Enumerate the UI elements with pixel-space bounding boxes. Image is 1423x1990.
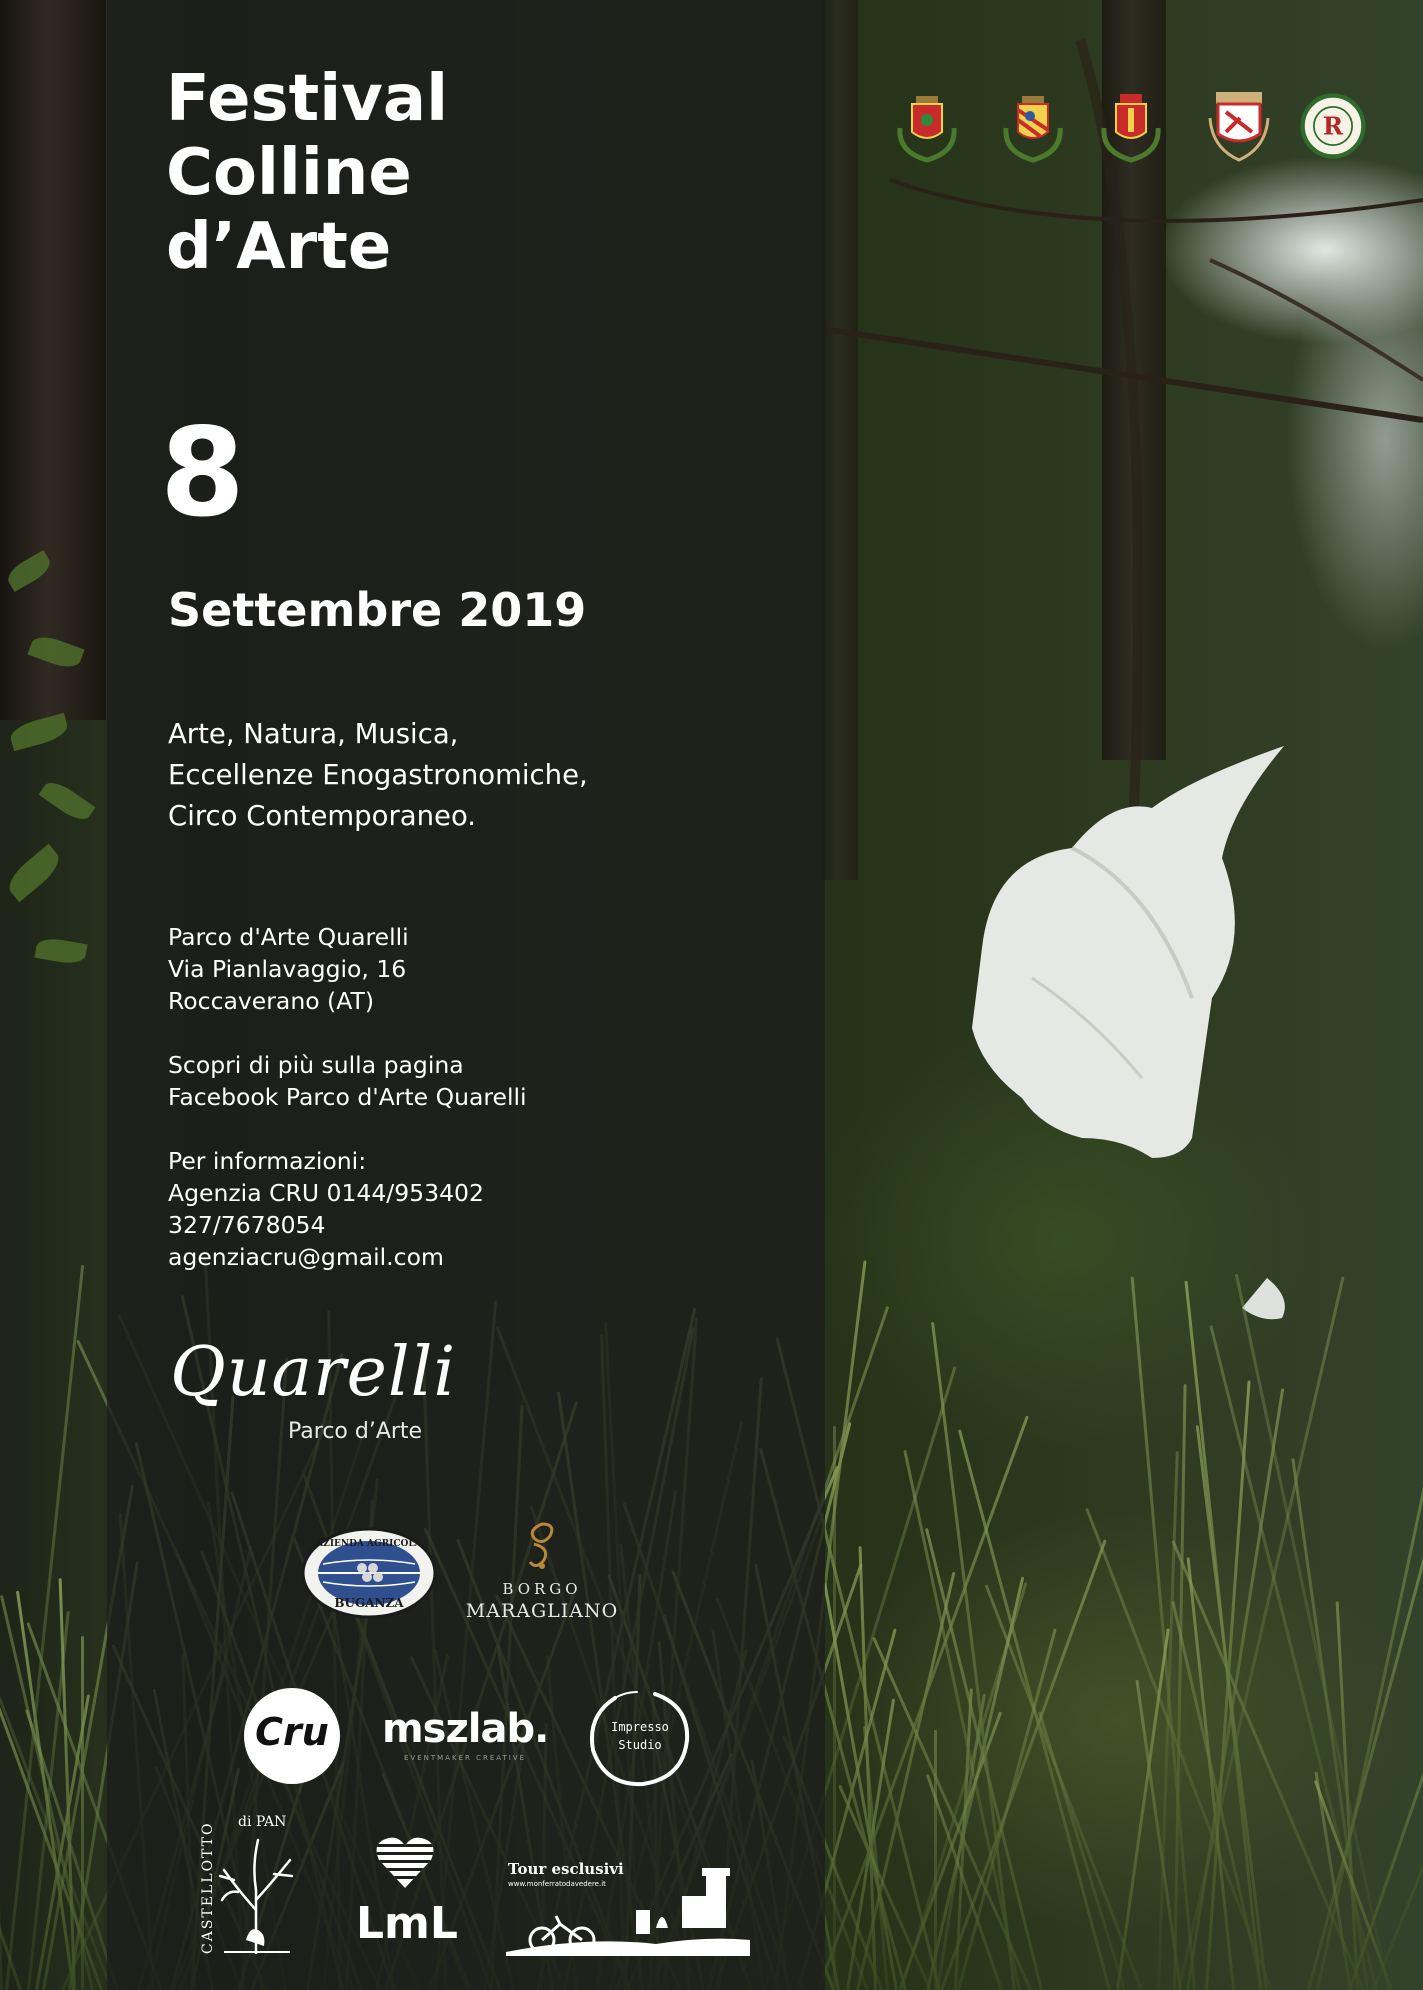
grass-blade bbox=[833, 1426, 836, 1990]
castellotto-di-pan-logo bbox=[186, 1814, 302, 1956]
cru-text: Cru bbox=[255, 1710, 329, 1754]
impresso-line: Impresso bbox=[611, 1720, 669, 1734]
castle-bike-icon bbox=[506, 1866, 750, 1956]
grass-blade bbox=[817, 1415, 1029, 1990]
tree-trunk-left bbox=[0, 0, 106, 720]
svg-text:R: R bbox=[1322, 111, 1344, 141]
borgo-maragliano-logo bbox=[462, 1520, 622, 1630]
facebook-line: Facebook Parco d'Arte Quarelli bbox=[168, 1083, 527, 1111]
event-tagline bbox=[168, 714, 808, 837]
coat-of-arms-crest-4 bbox=[1206, 88, 1272, 164]
tour-url: www.monferratodavedere.it bbox=[508, 1880, 606, 1888]
borgo-top: BORGO bbox=[502, 1580, 582, 1598]
coat-of-arms-crest-3 bbox=[1098, 88, 1164, 164]
impresso-line: Studio bbox=[618, 1738, 662, 1752]
cru-logo bbox=[244, 1688, 340, 1784]
quarelli-logo-subtitle: Parco d’Arte bbox=[288, 1419, 423, 1444]
tour-title: Tour esclusivi bbox=[508, 1860, 624, 1878]
castellotto-vertical-text: CASTELLOTTO bbox=[200, 1821, 216, 1954]
venue-line: Roccaverano (AT) bbox=[168, 987, 375, 1015]
borgo-emblem-icon bbox=[520, 1520, 564, 1574]
tagline-line: Circo Contemporaneo. bbox=[168, 800, 477, 832]
sculpture bbox=[922, 738, 1302, 1338]
mszlab-logo bbox=[382, 1706, 572, 1766]
castellotto-di-pan: di PAN bbox=[238, 1814, 287, 1830]
contact-line: Per informazioni: bbox=[168, 1147, 367, 1175]
roccaverano-seal-crest bbox=[1300, 88, 1366, 164]
venue-line: Parco d'Arte Quarelli bbox=[168, 923, 409, 951]
mszlab-subtitle: EVENTMAKER CREATIVE bbox=[404, 1754, 527, 1762]
impresso-studio-logo bbox=[585, 1686, 695, 1790]
borgo-name: MARAGLIANO bbox=[465, 1600, 619, 1622]
contact-line: Agenzia CRU 0144/953402 bbox=[168, 1179, 484, 1207]
contact-email: agenziacru@gmail.com bbox=[168, 1243, 444, 1271]
lml-text: LmL bbox=[356, 1898, 458, 1949]
striped-heart-icon bbox=[375, 1836, 435, 1890]
grass-blade bbox=[5, 1265, 84, 1990]
tour-esclusivi-logo bbox=[506, 1860, 750, 1956]
coat-of-arms-crest-2 bbox=[1000, 88, 1066, 164]
tagline-line: Eccellenze Enogastronomiche, bbox=[168, 759, 588, 791]
venue-line: Via Pianlavaggio, 16 bbox=[168, 955, 407, 983]
tagline-line: Arte, Natura, Musica, bbox=[168, 718, 459, 750]
tree-pan-icon bbox=[214, 1830, 298, 1954]
event-info bbox=[168, 921, 788, 1273]
quarelli-logo-script: Quarelli bbox=[170, 1333, 457, 1412]
buganza-name: BUGANZA bbox=[334, 1596, 404, 1610]
facebook-line: Scopri di più sulla pagina bbox=[168, 1051, 464, 1079]
buganza-ring-text: AZIENDA AGRICOLA bbox=[316, 1539, 422, 1549]
contact-line: 327/7678054 bbox=[168, 1211, 326, 1239]
event-day: 8 bbox=[160, 402, 245, 544]
title-line: Colline bbox=[166, 136, 412, 210]
grass-blade bbox=[1235, 1274, 1390, 1990]
lml-logo bbox=[356, 1836, 466, 1956]
mszlab-text: mszlab. bbox=[382, 1706, 549, 1752]
event-month-year: Settembre 2019 bbox=[168, 583, 587, 637]
grass-blade bbox=[0, 1517, 3, 1990]
buganza-logo bbox=[300, 1526, 438, 1620]
grass-blade bbox=[859, 1546, 877, 1990]
title-line: d’Arte bbox=[166, 210, 392, 284]
festival-title bbox=[166, 62, 806, 284]
coat-of-arms-crest-1 bbox=[894, 88, 960, 164]
title-line: Festival bbox=[166, 62, 448, 136]
